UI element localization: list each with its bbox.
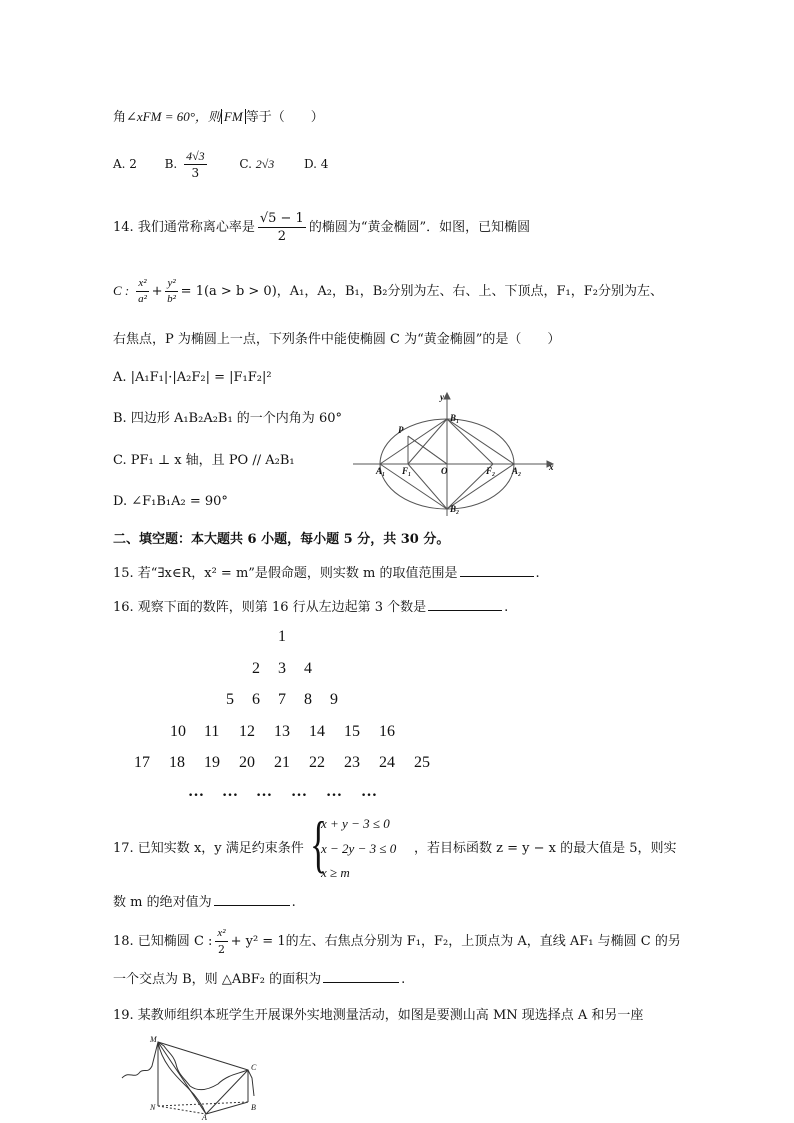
constraint-3: x ≥ m	[321, 865, 350, 880]
q13-option-a: A. 2	[113, 157, 137, 171]
q17-line2: 数 m 的绝对值为 .	[113, 895, 296, 910]
label-f1: F₁	[402, 466, 412, 476]
array-cell: 6	[252, 691, 260, 708]
array-cell: 19	[204, 754, 220, 771]
array-ellipsis: …	[256, 783, 272, 800]
q18-fraction: $\frac{\text{x²}}{2}$	[217, 927, 226, 956]
array-cell: 5	[226, 691, 234, 708]
q15-line: 15. 若“∃x∈R，x² = m”是假命题，则实数 m 的取值范围是 .	[113, 566, 540, 581]
array-cell: 18	[169, 754, 185, 771]
q19-line1: 19. 某教师组织本班学生开展课外实地测量活动，如图是要测山高 MN 现选择点 A 和另一座	[113, 1008, 644, 1023]
label-c: C	[251, 1063, 257, 1072]
label-b2: B₂	[450, 504, 460, 514]
q13-condition-line: 角∠xFM = 60°，则 FM 等于（ ）	[113, 109, 324, 125]
q17-objective: ，若目标函数 z = y − x 的最大值是 5，则实	[414, 841, 677, 856]
label-x: x	[549, 462, 554, 472]
label-a1: A₁	[376, 466, 386, 476]
label-y: y	[440, 392, 444, 402]
label-f2: F₂	[486, 466, 496, 476]
q13-options	[113, 150, 328, 179]
label-a: A	[202, 1113, 207, 1120]
array-cell: 7	[278, 691, 286, 708]
ellipse-figure	[348, 388, 563, 518]
array-cell: 12	[239, 723, 255, 740]
label-b1: B₁	[450, 413, 460, 423]
q14-line1: 14. 我们通常称离心率是 $\frac{√5 - 1}{2}$ 的椭圆为“黄金椭圆”．如图，已知椭圆	[113, 211, 531, 244]
array-cell: 25	[414, 754, 430, 771]
q18-line1: 18. 已知椭圆 C : $\frac{\text{x²}}{2}$ + y² = 1的左、右焦点分别为 F₁，F₂，上顶点为 A，直线 AF₁ 与椭圆 C 的另	[113, 927, 681, 956]
q13-option-b-label: B.	[164, 157, 178, 171]
array-cell: 11	[204, 723, 220, 740]
array-cell: 21	[274, 754, 290, 771]
array-cell: 16	[379, 723, 395, 740]
array-ellipsis: …	[188, 783, 204, 800]
array-cell: 24	[379, 754, 395, 771]
array-cell: 9	[330, 691, 338, 708]
array-cell: 23	[344, 754, 360, 771]
array-cell: 20	[239, 754, 255, 771]
q14-line3: 右焦点，P 为椭圆上一点，下列条件中能使椭圆 C 为“黄金椭圆”的是（ ）	[113, 332, 561, 347]
array-cell: 1	[278, 628, 286, 645]
label-a2: A₂	[512, 466, 522, 476]
label-m: M	[150, 1035, 157, 1044]
q13-option-d: D. 4	[303, 157, 329, 171]
q16-answer-blank[interactable]	[428, 609, 502, 611]
array-cell: 2	[252, 660, 260, 677]
label-b: B	[251, 1103, 256, 1112]
array-cell: 22	[309, 754, 325, 771]
constraint-1: x + y − 3 ≤ 0	[321, 816, 390, 831]
q17-answer-blank[interactable]	[214, 904, 290, 906]
array-ellipsis: …	[326, 783, 342, 800]
constraint-2: x − 2y − 3 ≤ 0	[321, 841, 397, 856]
abs-fm: FM	[221, 109, 246, 124]
q13-option-c-label: C.	[239, 157, 252, 171]
array-cell: 15	[344, 723, 360, 740]
q18-line2: 一个交点为 B，则 △ABF₂ 的面积为 .	[113, 972, 406, 987]
section2-heading: 二、填空题：本大题共 6 小题，每小题 5 分，共 30 分。	[113, 532, 450, 547]
ellipse-y-term: $\frac{\text{y²}}{\text{b²}}$	[167, 277, 176, 305]
ellipse-x-term: $\frac{\text{x²}}{\text{a²}}$	[138, 277, 147, 305]
constraint-brace: {	[310, 808, 327, 879]
q15-answer-blank[interactable]	[460, 575, 534, 577]
q14-line2: C : $\frac{\text{x²}}{\text{a²}}$ + $\frac{\text{y²}}{\text{b²}}$ = 1(a > b > 0)，A₁，A₂，B₁，B₂分别为左、右、上、下顶点，F₁，F₂分别为左、	[113, 277, 663, 305]
array-cell: 10	[170, 723, 186, 740]
golden-ratio-fraction: $\frac{√5 - 1}{2}$	[259, 211, 304, 244]
array-ellipsis: …	[291, 783, 307, 800]
q16-line: 16. 观察下面的数阵，则第 16 行从左边起第 3 个数是 .	[113, 600, 509, 615]
q13-option-b-fraction: $\frac{4√3}{3}$	[186, 149, 205, 180]
q14-option-d: D. ∠F₁B₁A₂ = 90°	[113, 494, 228, 509]
q14-option-b: B. 四边形 A₁B₂A₂B₁ 的一个内角为 60°	[113, 411, 342, 426]
q14-option-a: A. |A₁F₁|·|A₂F₂| = |F₁F₂|²	[113, 370, 272, 385]
array-ellipsis: …	[222, 783, 238, 800]
array-cell: 8	[304, 691, 312, 708]
label-n: N	[150, 1103, 156, 1112]
q18-answer-blank[interactable]	[323, 981, 399, 983]
q13-option-c-value: 2√3	[255, 157, 275, 171]
array-cell: 13	[274, 723, 290, 740]
q14-option-c: C. PF₁ ⊥ x 轴，且 PO // A₂B₁	[113, 453, 295, 468]
array-cell: 3	[278, 660, 286, 677]
array-cell: 4	[304, 660, 312, 677]
array-ellipsis: …	[361, 783, 377, 800]
array-cell: 14	[309, 723, 325, 740]
array-cell: 17	[134, 754, 150, 771]
label-p: P	[398, 425, 404, 435]
q17-intro: 17. 已知实数 x，y 满足约束条件	[113, 841, 304, 856]
mountain-figure	[118, 1034, 268, 1120]
label-o: O	[441, 466, 448, 476]
